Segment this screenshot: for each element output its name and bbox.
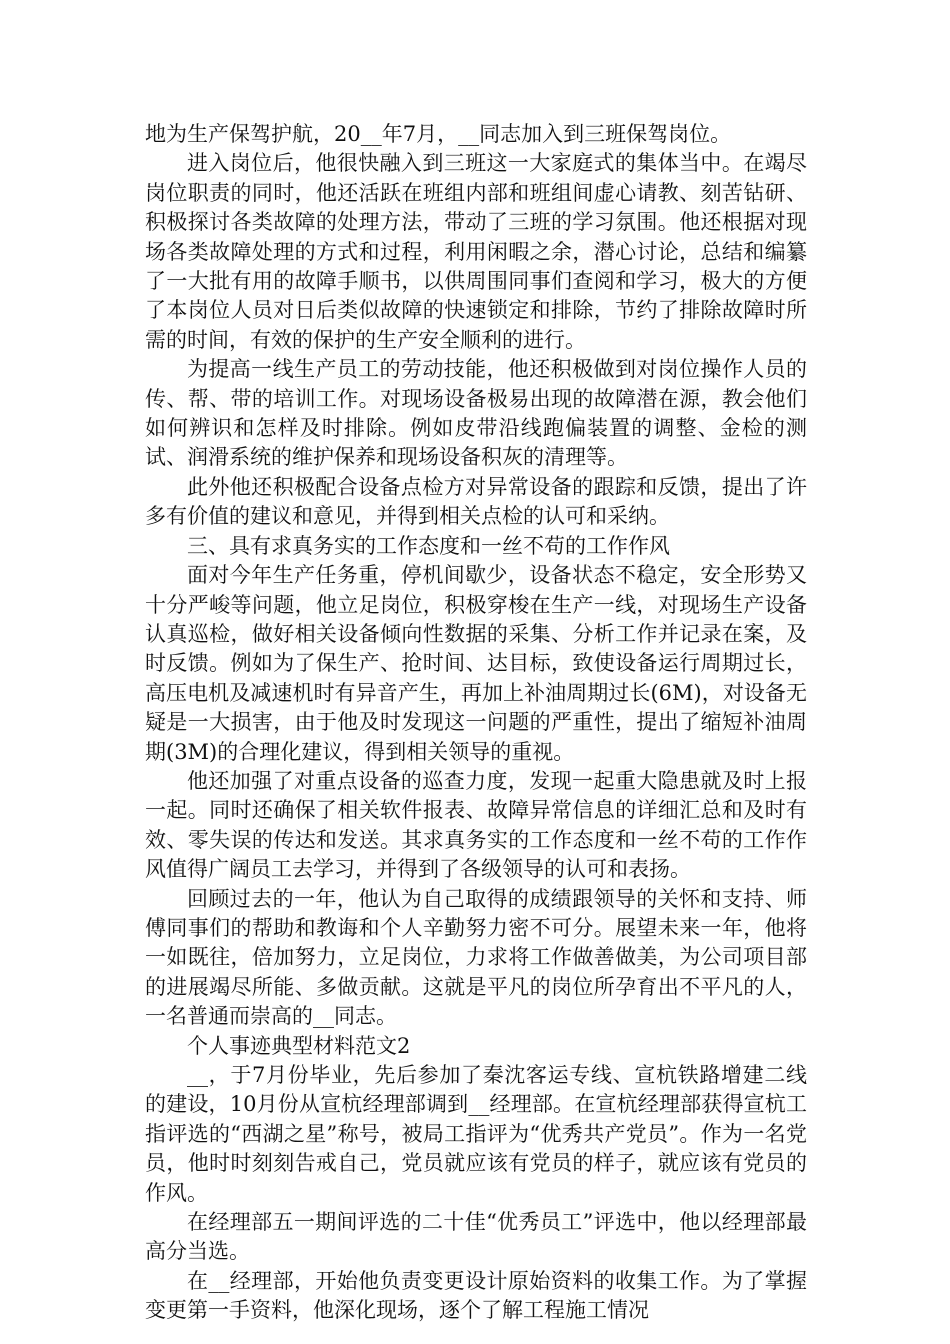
paragraph-change-design: 在__经理部，开始他负责变更设计原始资料的收集工作。为了掌握变更第一手资料，他深化现场，逐个了解工程施工情况: [145, 1268, 807, 1323]
paragraph-joining-team: 进入岗位后，他很快融入到三班这一大家庭式的集体当中。在竭尽岗位职责的同时，他还活跃在班组内部和班组间虚心请教、刻苦钻研、积极探讨各类故障的处理方法，带动了三班的学习氛围。他还根据对现场各类故障处理的方式和过程，利用闲暇之余，潜心讨论，总结和编纂了一大批有用的故障手顺书，以供周围同事们查阅和学习，极大的方便了本岗位人员对日后类似故障的快速锁定和排除，节约了排除故障时所需的时间，有效的保护的生产安全顺利的进行。: [145, 151, 807, 352]
paragraph-career: __，于7月份毕业，先后参加了秦沈客运专线、宣杭铁路增建二线的建设，10月份从宣杭经理部调到__经理部。在宣杭经理部获得宣杭工指评选的“西湖之星”称号，被局工指评为“优秀共产党员”。作为一名党员，他时时刻刻告戒自己，党员就应该有党员的样子，就应该有党员的作风。: [145, 1063, 807, 1205]
paragraph-review: 回顾过去的一年，他认为自己取得的成绩跟领导的关怀和支持、师傅同事们的帮助和教诲和个人辛勤努力密不可分。展望未来一年，他将一如既往，倍加努力，立足岗位，力求将工作做善做美，为公司项目部的进展竭尽所能、多做贡献。这就是平凡的岗位所孕育出不平凡的人，一名普通而崇高的__同志。: [145, 886, 807, 1029]
paragraph-hazard-check: 他还加强了对重点设备的巡查力度，发现一起重大隐患就及时上报一起。同时还确保了相关软件报表、故障异常信息的详细汇总和及时有效、零失误的传达和发送。其求真务实的工作态度和一丝不苟的工作作风值得广阔员工去学习，并得到了各级领导的认可和表扬。: [145, 768, 807, 882]
section-heading-3: 三、具有求真务实的工作态度和一丝不苟的工作作风: [187, 533, 670, 558]
paragraph-training: 为提高一线生产员工的劳动技能，他还积极做到对岗位操作人员的传、帮、带的培训工作。对现场设备极易出现的故障潜在源，教会他们如何辨识和怎样及时排除。例如皮带沿线跑偏装置的调整、金检的测试、润滑系统的维护保养和现场设备积灰的清理等。: [145, 357, 807, 470]
paragraph-feedback: 此外他还积极配合设备点检方对异常设备的跟踪和反馈，提出了许多有价值的建议和意见，并得到相关点检的认可和采纳。: [145, 474, 807, 529]
paragraph-continuation: 地为生产保驾护航，20__年7月，__同志加入到三班保驾岗位。: [145, 122, 732, 146]
paragraph-inspection: 面对今年生产任务重，停机间歇少，设备状态不稳定，安全形势又十分严峻等问题，他立足岗位，积极穿梭在生产一线，对现场生产设备认真巡检，做好相关设备倾向性数据的采集、分析工作并记录在案，及时反馈。例如为了保生产、抢时间、达目标，致使设备运行周期过长，高压电机及减速机时有异音产生，再加上补油周期过长(6M)，对设备无疑是一大损害，由于他及时发现这一问题的严重性，提出了缩短补油周期(3M)的合理化建议，得到相关领导的重视。: [145, 563, 807, 764]
example-heading-2: 个人事迹典型材料范文2: [187, 1033, 411, 1058]
paragraph-award: 在经理部五一期间评选的二十佳“优秀员工”评选中，他以经理部最高分当选。: [145, 1210, 807, 1264]
document-page: [145, 120, 807, 1326]
